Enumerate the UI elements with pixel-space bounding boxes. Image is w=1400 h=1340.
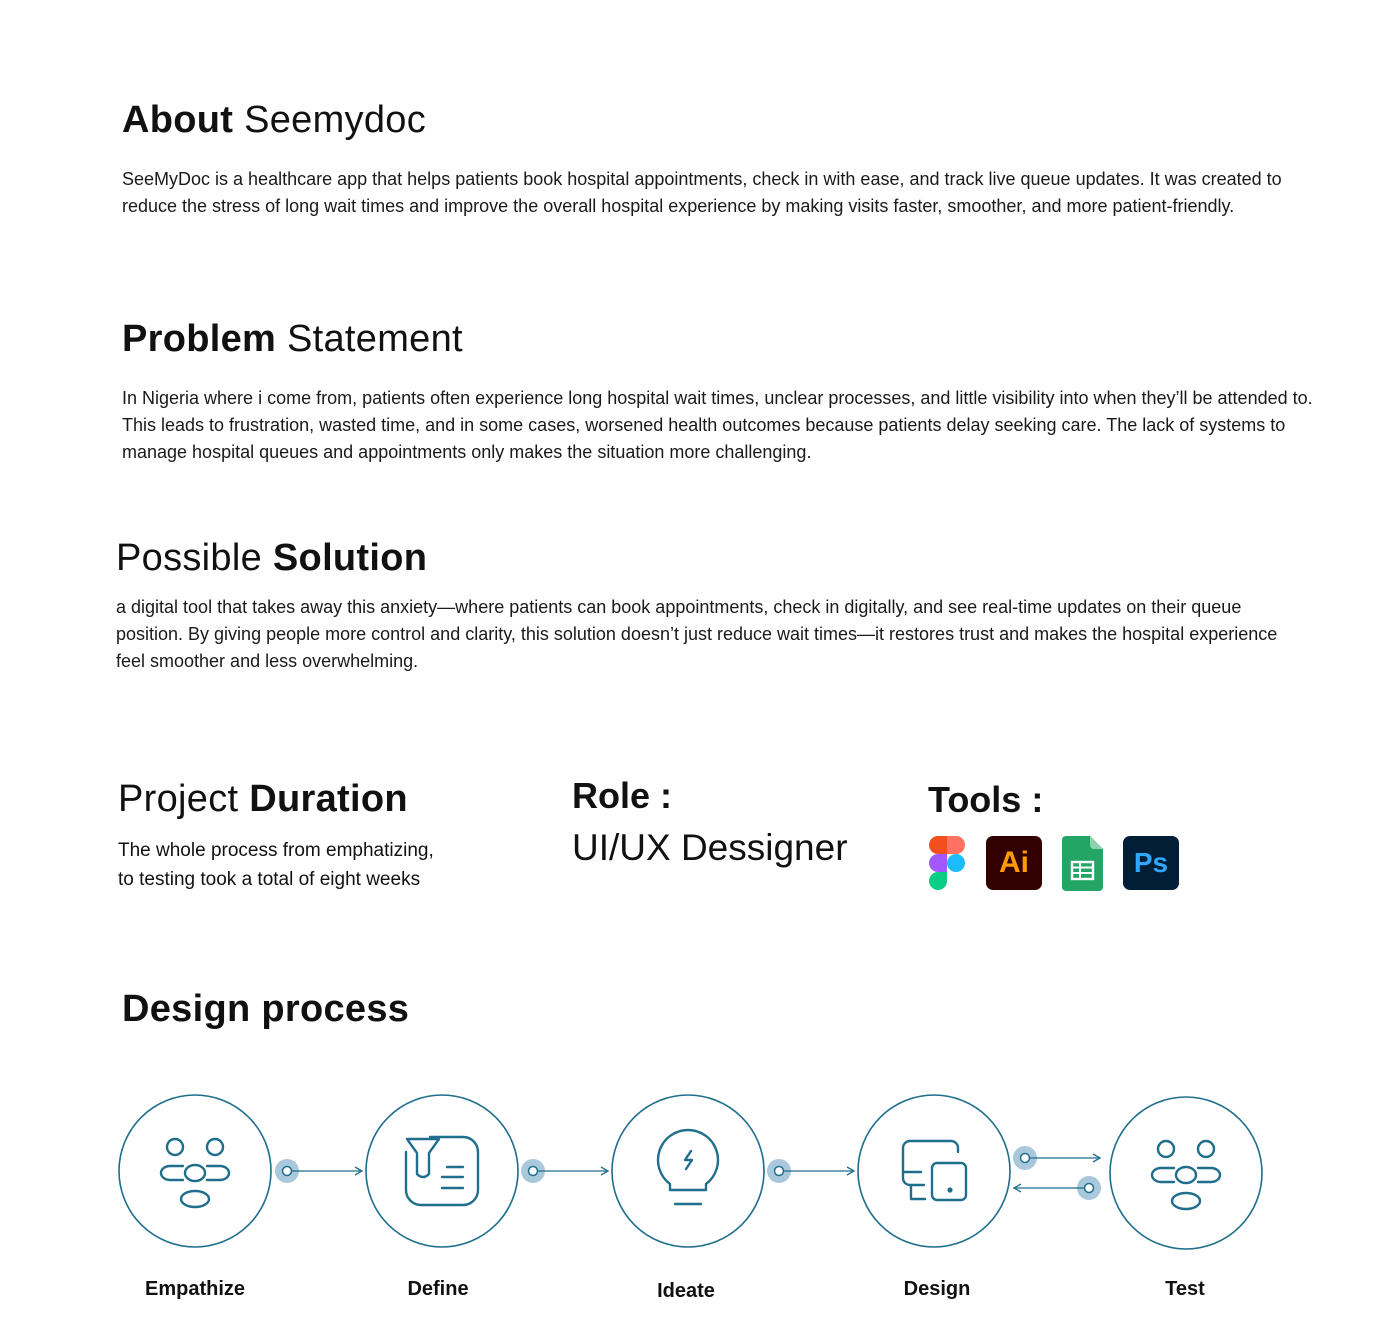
connector-3 [767, 1159, 854, 1183]
tools-heading: Tools : [928, 779, 1044, 820]
step-circle-test [1110, 1097, 1262, 1249]
step-circle-empathize [119, 1095, 271, 1247]
design-process-heading: Design process [122, 988, 410, 1030]
role-value: UI/UX Dessigner [572, 827, 848, 868]
about-heading: About Seemydoc [122, 99, 427, 141]
illustrator-icon: Ai [986, 836, 1042, 890]
role-heading: Role : [572, 775, 673, 816]
step-label-empathize: Empathize [144, 1278, 246, 1300]
people-group-icon [161, 1139, 229, 1207]
connector-2 [521, 1159, 608, 1183]
photoshop-icon: Ps [1123, 836, 1179, 890]
duration-heading: Project Duration [118, 778, 408, 820]
connector-4-back [1014, 1176, 1101, 1200]
step-label-test: Test [1165, 1278, 1205, 1300]
figma-icon [928, 836, 966, 890]
duration-line-2: to testing took a total of eight weeks [118, 869, 421, 890]
design-process-diagram [0, 1080, 1400, 1270]
duration-text [118, 836, 434, 894]
about-text: SeeMyDoc is a healthcare app that helps patients book hospital appointments, check in with ease, and track live queue updates. It was created to reduce the stress of long wait times and improve the overall hospital experience by making visits faster, smoother, and more patient-friendly. [122, 169, 1282, 216]
step-circle-design [858, 1095, 1010, 1247]
people-group-icon [1152, 1141, 1220, 1209]
google-sheets-icon [1062, 836, 1103, 891]
filter-list-icon [406, 1137, 478, 1205]
connector-1 [275, 1159, 362, 1183]
lightbulb-icon [658, 1130, 718, 1204]
problem-heading: Problem Statement [122, 318, 463, 360]
step-circle-ideate [612, 1095, 764, 1247]
step-label-design: Design [903, 1278, 971, 1300]
connector-4-forward [1013, 1146, 1100, 1170]
devices-icon [903, 1141, 966, 1200]
step-label-ideate: Ideate [657, 1280, 715, 1302]
problem-text: In Nigeria where i come from, patients often experience long hospital wait times, unclear processes, and little visibility into when they’ll be attended to. This leads to frustration, wasted time, and in some cases, worsened health outcomes because patients delay seeking care. The lack of systems to manage hospital queues and appointments only makes the situation more challenging. [122, 388, 1313, 462]
duration-line-1: The whole process from emphatizing, [118, 840, 434, 861]
step-label-define: Define [407, 1278, 469, 1300]
solution-text: a digital tool that takes away this anxiety—where patients can book appointments, check in digitally, and see real-time updates on their queue position. By giving people more control and clarity, this solution doesn’t just reduce wait times—it restores trust and makes the hospital experience feel smoother and less overwhelming. [116, 597, 1278, 671]
solution-heading: Possible Solution [116, 537, 428, 579]
step-circle-define [366, 1095, 518, 1247]
